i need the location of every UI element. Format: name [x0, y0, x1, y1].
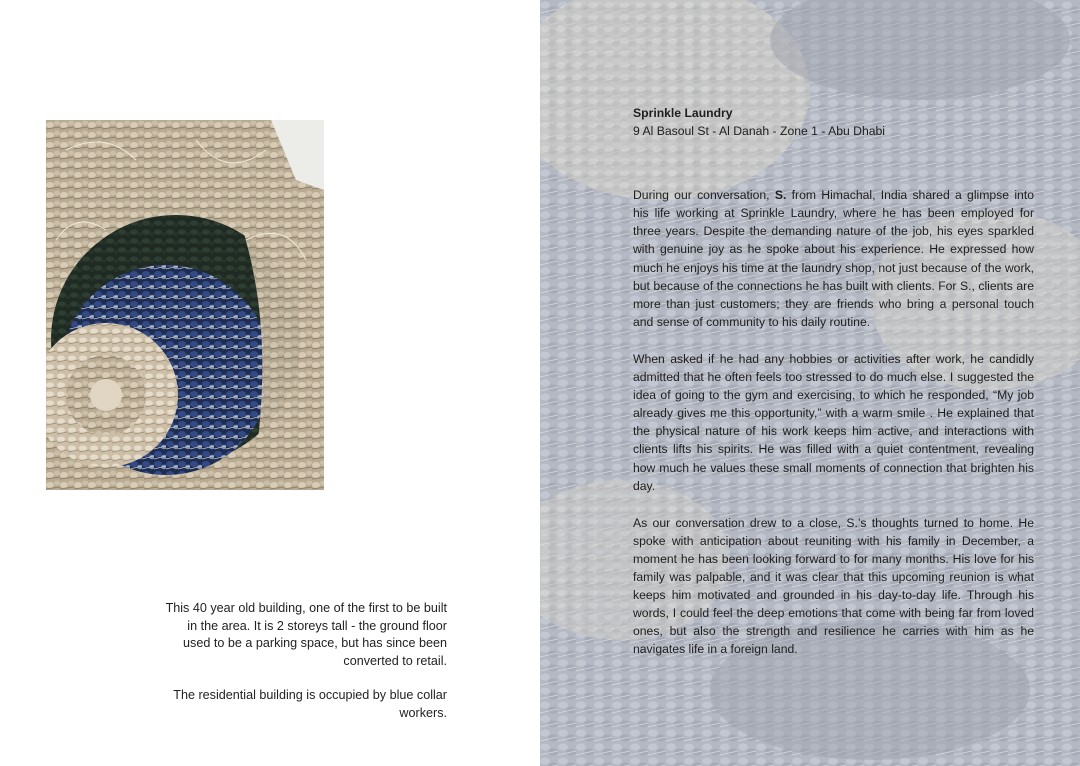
caption-paragraph-2: The residential building is occupied by blue collar workers. [173, 688, 447, 720]
caption-paragraph-1: This 40 year old building, one of the first to be built in the area. It is 2 storeys tall - the ground floor used to be a parking space, but has since been converted to retail. [165, 601, 447, 668]
interviewee-initial: S. [774, 188, 787, 203]
article-text [633, 104, 1034, 677]
paragraph-1-rest: from Himachal, India shared a glimpse into his life working at Sprinkle Laundry, where he has been employed for three years. Despite the demanding nature of the job, his eyes sparkled with genuine joy as he spoke about his experience. He expressed how much he enjoys his time at the laundry shop, not just because of the work, but because of the connections he has built with clients. For S., clients are more than just customers; they are friends who bring a personal touch and sense of community to his daily routine. [633, 188, 1034, 329]
right-page [540, 0, 1080, 766]
shop-address: 9 Al Basoul St - Al Danah - Zone 1 - Abu Dhabi [633, 124, 886, 139]
building-caption [160, 600, 447, 740]
paragraph-1 [633, 186, 1034, 331]
crochet-rug-photo [46, 120, 324, 490]
paragraph-1-start: During our conversation, [633, 188, 775, 203]
paragraph-2: When asked if he had any hobbies or activities after work, he candidly admitted that he often feels too stressed to do much else. I suggested the idea of going to the gym and exercising, to which he responded, “My job already gives me this opportunity,” with a warm smile . He explained that the physical nature of his work keeps him active, and interactions with clients lifts his spirits. He was filled with a quiet contentment, revealing how much he values these small moments of connection that brighten his day. [633, 351, 1034, 493]
shop-name: Sprinkle Laundry [633, 106, 733, 120]
paragraph-3: As our conversation drew to a close, S.’s thoughts turned to home. He spoke with anticipation about reuniting with his family in December, a moment he has been looking forward to for many months. His love for his family was palpable, and it was clear that this upcoming reunion is what keeps him motivated and grounded in his day-to-day life. Through his words, I could feel the deep emotions that come with being far from loved ones, but also the strength and resilience he carries with him as he navigates life in a foreign land. [633, 515, 1034, 657]
